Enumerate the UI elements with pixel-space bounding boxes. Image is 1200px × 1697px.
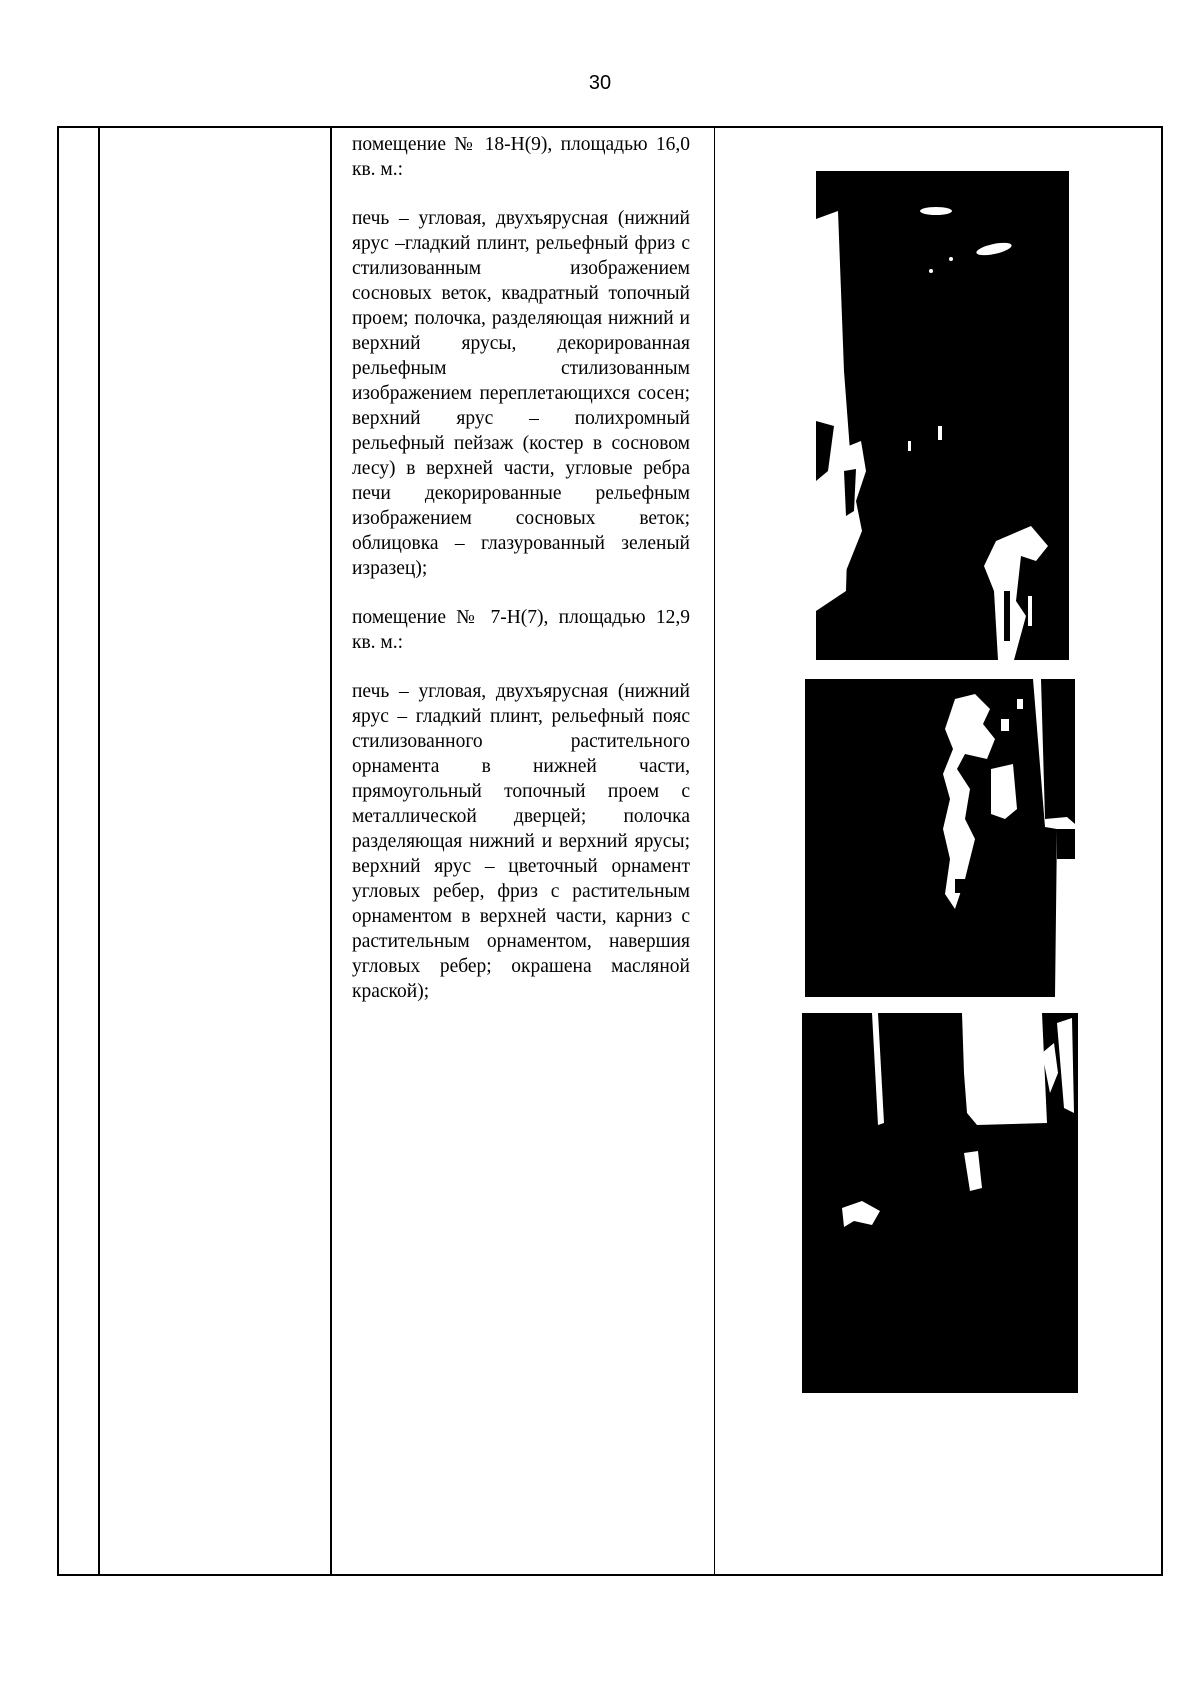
- column-divider-3: [714, 128, 715, 1574]
- entry-heading: помещение № 18-Н(9), площадью 16,0 кв. м.:: [352, 134, 690, 180]
- entry-heading: помещение № 7-Н(7), площадью 12,9 кв. м.:: [352, 607, 690, 653]
- description-cell: [340, 128, 702, 1028]
- column-divider-1: [98, 128, 100, 1574]
- stove-photo-2: [805, 679, 1075, 997]
- column-divider-2: [330, 128, 332, 1574]
- entry-description: печь – угловая, двухъярусная (нижний ярус – гладкий плинт, рельефный пояс стилизованного растительного орнамента в нижней части, прямоугольный топочный проем с металлической дверцей; полочка разделяющая нижний и верхний ярусы; верхний ярус – цветочный орнамент угловых ребер, фриз с растительным орнаментом в верхней части, карниз с растительным орнаментом, навершия угловых ребер; окрашена масляной краской);: [352, 681, 690, 1002]
- stove-photo-1: [816, 171, 1069, 660]
- stove-photo-3: [802, 1013, 1078, 1393]
- page-number: 30: [588, 72, 612, 94]
- entry-description: печь – угловая, двухъярусная (нижний ярус –гладкий плинт, рельефный фриз с стилизованным изображением сосновых веток, квадратный топочный проем; полочка, разделяющая нижний и верхний ярусы, декорированная рельефным стилизованным изображением переплетающихся сосен; верхний ярус – полихромный рельефный пейзаж (костер в сосновом лесу) в верхней части, угловые ребра печи декорированные рельефным изображением сосновых веток; облицовка – глазурованный зеленый изразец);: [352, 208, 690, 579]
